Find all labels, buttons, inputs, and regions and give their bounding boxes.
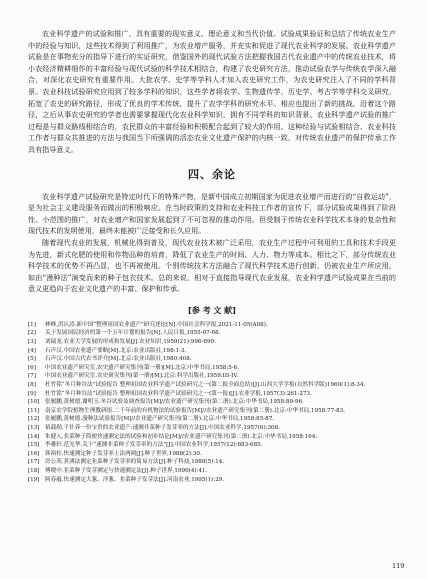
reference-text: 林峰,洪认涛.新中国“整理祖国农业遗产”研究述论[N].中国社会科学报,2021-11-05(A08).: [45, 321, 268, 328]
reference-text: 杜竹铭“冬月种谷法”试验报告 整理祖国农业科学遗产试验研究之一(第一报)[J].农业学报,1957(3):261-273.: [45, 390, 312, 397]
reference-text: 房公英.煮沸法测定韭菜种子发芽率的简易方法[J].种子科技,1988(5):14.: [45, 459, 225, 466]
reference-text: 裕载勋.千针养一份宝贵的农业遗产:速测非菜种子发芽率的方法[J].中国农业科学,1957(6):308.: [45, 425, 280, 431]
reference-item: [28, 424, 396, 433]
reference-item: [28, 441, 396, 450]
reference-item: [28, 450, 396, 459]
reference-number: [8]: [28, 382, 36, 389]
reference-text: 南京农学院植物生理教研组.二千年前的有机物法的试验报告[M]//农业遗产研究集刊(第二册).北京:中华书局,1958:77-83.: [45, 407, 346, 414]
reference-item: [28, 433, 396, 442]
reference-number: [17]: [28, 459, 40, 466]
reference-text: 李蕃轩.范光华.关于“速测非菜种子发芽率的方法”[J].中国农业科学,1957(12):683-685.: [45, 442, 263, 449]
reference-text: 石声汉.中国农业遗产要略[M].北京:农业出版社,198:1-3.: [45, 347, 187, 354]
reference-number: [16]: [28, 450, 40, 457]
reference-number: [10]: [28, 399, 40, 406]
reference-item: [28, 381, 396, 390]
reference-item: [28, 398, 396, 407]
reference-number: [14]: [28, 433, 40, 440]
page-body: [28, 28, 396, 484]
reference-item: [28, 458, 396, 467]
reference-number: [4]: [28, 347, 36, 354]
reference-item: [28, 364, 396, 373]
references-title: [参 考 文 献]: [188, 305, 236, 315]
reference-text: 中国农业遗产研究室.农史遗产研究集刊(第一册)[M].北京:中华书局,1958:5-6.: [45, 364, 240, 371]
reference-item: [28, 390, 396, 399]
reference-text: 杜竹铭“冬月种谷法”试验报告 整理祖国农业科学遗产试验研究之一(第二报全面总结)[J].山西大学学报(自然科学版)1960(1):8-34.: [45, 382, 366, 389]
reference-item: [28, 329, 396, 338]
reference-text: 朱健人.韭菜种子简便快速测定法的试验和初步结论[M]//农业遗产研究集刊(第二册).北京:中华书局,1958:164.: [45, 433, 318, 440]
reference-text: 张履鹏,黄树德,谢明玉.冬谷试验及调查报告[M]//农业遗产研究集刊(第二册).北京:中华书局,1958:89-96.: [45, 399, 304, 406]
intro-paragraph: 农业科学遗产的试验和推广，具有重要的现实意义、理论意义和当代价值。试验成果验证和总结了传统农业生产中的经验与知识，这些技术得到了利用推广，为农业增产服务，并充实和促进了现代农业科学的发展。农业科学遗产试验是在事物充分的指导下进行的实证研究，借鉴国外的现代试验方法把握我国古代农业遗产中的传统农业技术，将小农经济精耕细作的丰富经验与现代试验的科学技术相结合，构建了农史研究方法，推动试验农学与传统农学深入融合，对深化农史研究有重要作用。大批农学、史学等学科人才加入农史研究工作，为农史研究注入了不同的学科背景。农业科技试验研究应用到了较多学科的知识，这些学者将农学、生物遗传学、历史学、考古学等学科交叉研究，拓宽了农史的研究路径，形成了优良的学术传统，提升了农学学科的研究水平。相应也提出了新的挑战，沿着这个路径，之后从事农史研究的学者也需要掌握现代化农业科学知识，拥有不同学科的知识背景。农业科学遗产试验的推广过程是与群众路线相结合的，农民群众的丰富经验和积极配合起到了较大的作用。这种经验与试验相结合、农业科技工作者与群众共推进的方法与我国当下所强调的活态农业文化遗产保护的内核一致，对传统农业遗产的保护传承工作具有指导意义。: [28, 29, 396, 154]
reference-number: [1]: [28, 321, 36, 328]
reference-item: [28, 338, 396, 347]
reference-text: 张履鹏,黄树德.漫种法试验报告[M]//农业遗产研究集刊(第二册).北京:中华书局,1958:85-87.: [45, 416, 275, 423]
reference-text: 阿春蕴.快速测定大葱、洋葱、韭菜种子发芽法[J].河南农业,1995(1):29.: [45, 476, 225, 483]
reference-number: [12]: [28, 416, 40, 423]
reference-text: 刘瑞龙.农业大学发展的形成和发展[J].农业知识,1959(21):996-699.: [45, 339, 216, 346]
page-number: 119: [392, 562, 405, 570]
reference-number: [6]: [28, 364, 36, 371]
reference-item: [28, 347, 396, 356]
reference-number: [13]: [28, 425, 40, 431]
conclusion-paragraph-2: 随着现代农业的发展，机械化得到普及，现代农业技术被广泛采用，农业生产过程中可利用的工具和技术手段更为先进，新式化肥的使用和作物品种的培育，降低了农业生产的时间、人力、物力等成本。相比之下，部分传统农业科学技术的优势不再凸显，也不再被使用。个别传统技术方法融合了现代科学技术进行创新，仍被农业生产所应用，如由“漫种法”演变而来的种子包衣技术。总的来说，相对于直接指导现代农业发展，农业科学遗产试验成果在当前的意义更趋向于农业文化遗产的丰富、保护和传承。: [28, 237, 396, 294]
reference-item: [28, 355, 396, 364]
reference-text: 中国农业遗产研究室.农史研究集刊(第一册)[M].北京:科学出版社,1959:III-IV.: [45, 373, 239, 380]
reference-item: [28, 372, 396, 381]
reference-number: [3]: [28, 339, 36, 346]
reference-number: [19]: [28, 476, 40, 483]
reference-item: [28, 415, 396, 424]
reference-text: 关于发展国民经济的第一个五年计划的报告[N].人民日报,1955-07-08.: [45, 330, 221, 337]
reference-number: [9]: [28, 390, 36, 397]
reference-item: [28, 467, 396, 476]
reference-item: [28, 476, 396, 485]
reference-item: [28, 407, 396, 416]
reference-number: [18]: [28, 467, 40, 474]
reference-text: 石声汉.中国古代农书评介[M].北京:农业出版社,1980:408.: [45, 356, 192, 363]
reference-number: [5]: [28, 356, 36, 363]
conclusion-paragraph-1: 农业科学遗产试验研究是特定时代下的特殊产物，是新中国成立初期国家为促进农业增产而进行的“自救运动”，是为社会主义建设服务而做出的积极响应。在当时政策的支持和农业科技工作者的宣传下，部分试验成果得到了阶段性、小范围的推广，对农业增产和国家发展起到了不可忽视的推动作用。但受制于传统农业科学技术本身的复杂性和现代技术的发明使用，最终未能被广泛接受和长久应用。: [28, 191, 396, 236]
reference-number: [7]: [28, 373, 36, 380]
references-list: [28, 321, 396, 484]
reference-item: [28, 321, 396, 330]
section-title: 四、余论: [188, 167, 236, 181]
reference-text: 傅晓中.韭菜种子发芽测定与快速测定法[J].种子世界,1990(4):41.: [45, 467, 208, 474]
reference-number: [2]: [28, 330, 36, 337]
reference-text: 韩裕柱.快速测定种子发芽率土法两则[J].种子世界,1988(2):30.: [45, 450, 202, 457]
reference-number: [15]: [28, 442, 40, 449]
reference-number: [11]: [28, 407, 40, 414]
